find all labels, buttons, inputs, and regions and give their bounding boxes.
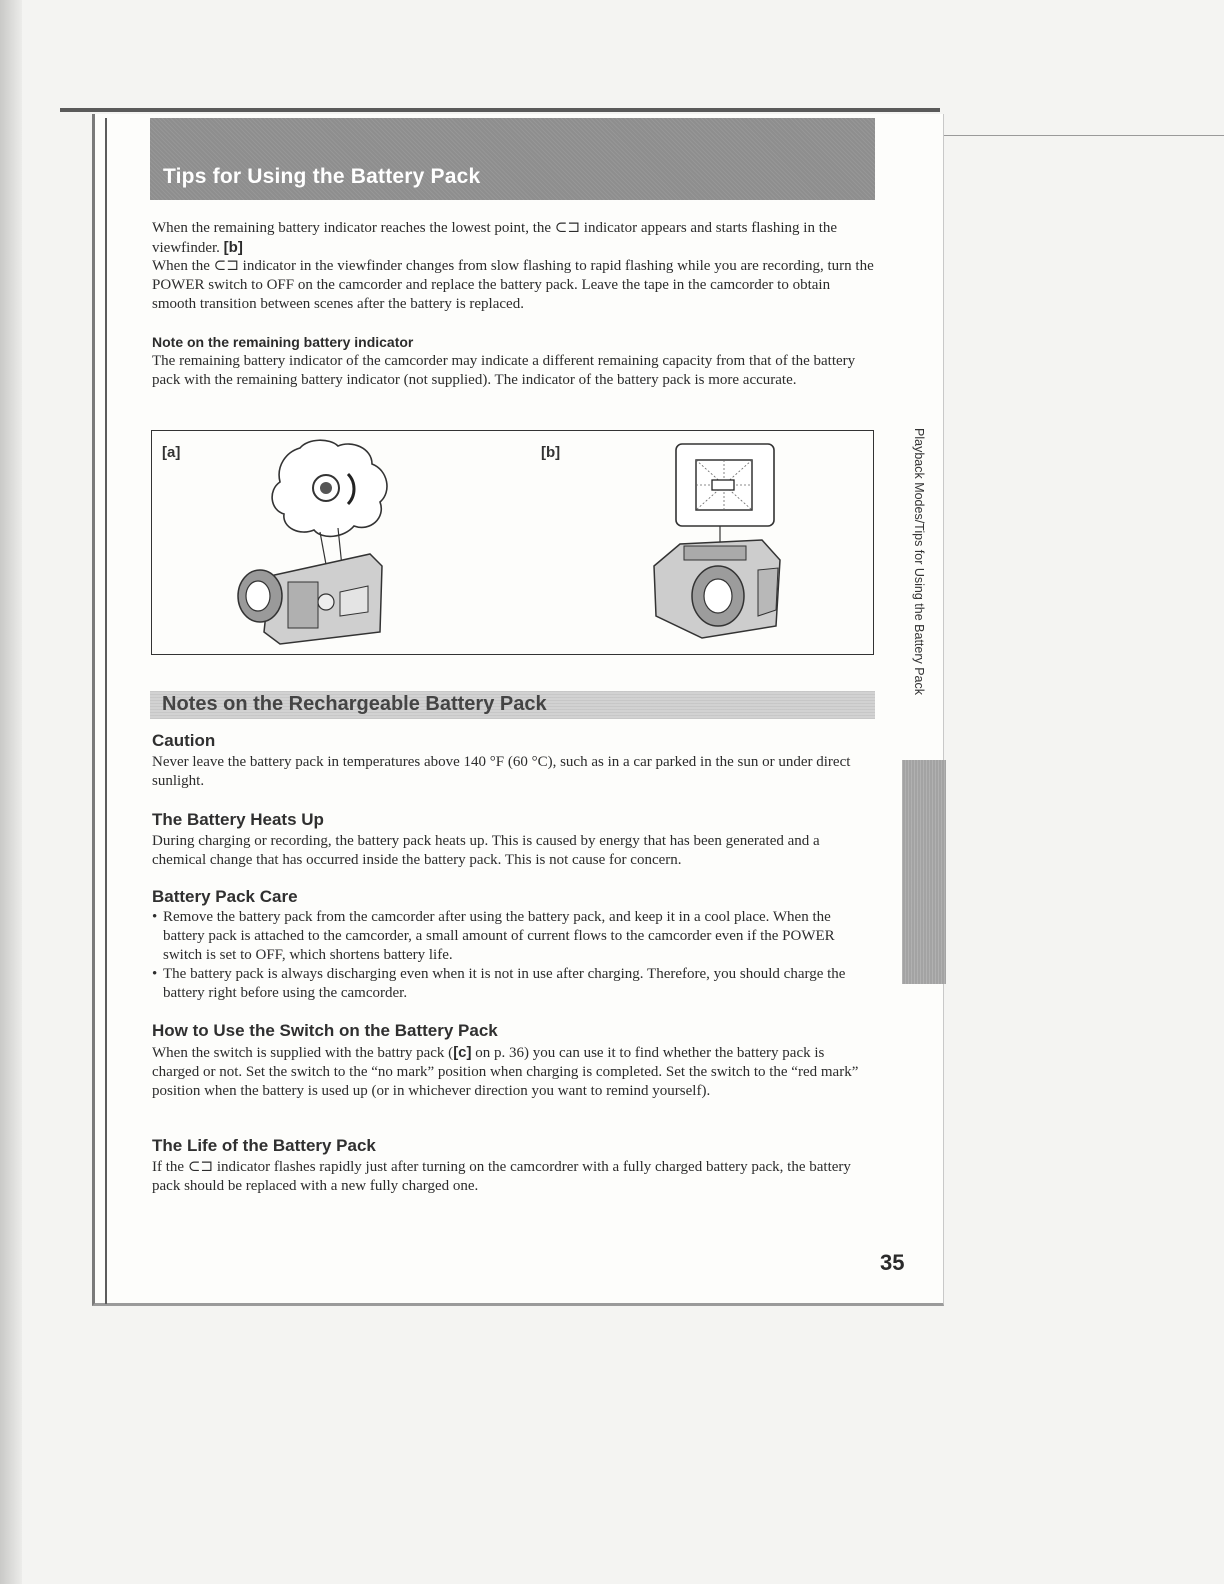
scan-edge-shadow — [0, 0, 22, 1584]
intro-paragraph-1 — [152, 219, 874, 258]
scan-edge-line-right — [940, 135, 1224, 136]
lens-glass — [704, 579, 732, 613]
note-heading: Note on the remaining battery indicator — [152, 334, 414, 350]
figure-label-a: [a] — [162, 444, 181, 461]
power-dial-center — [320, 482, 332, 494]
figure-label-b: [b] — [541, 444, 561, 461]
figure-ref-c: [c] — [453, 1044, 472, 1061]
battery-indicator-icon — [712, 480, 734, 490]
heats-up-text: During charging or recording, the battery pack heats up. This is caused by energy that has been generated and a chemical change that has occurred inside the battery pack. This is not cause for concern. — [152, 833, 820, 868]
page-number: 35 — [880, 1250, 905, 1275]
side-tab-label: Playback Modes/Tips for Using the Battery Pack — [912, 428, 926, 696]
lens-glass — [246, 581, 270, 611]
switch-text-post: on p. 36) you can use it to find whether the battery pack is charged or not. Set the switch to the “no mark” position when charging is completed. Set the switch to the “red mark” position when the battery is used up (or in whichever direction you want to remind yourself). — [152, 1045, 859, 1099]
camcorder-dial — [318, 594, 334, 610]
switch-text-pre: When the switch is supplied with the battry pack ( — [152, 1045, 454, 1061]
camcorder-grip — [758, 568, 778, 616]
camcorder-top-handle — [684, 546, 746, 560]
camcorder-viewfinder-illustration — [640, 440, 790, 646]
intro-text-1: When the remaining battery indicator reaches the lowest point, the ⊂⊐ indicator appears and starts flashing in the viewfinder. — [152, 220, 838, 256]
care-bullet-1 — [152, 908, 874, 965]
notes-section-title: Notes on the Rechargeable Battery Pack — [162, 693, 547, 715]
bullet-dot: • — [152, 966, 158, 982]
caution-text: Never leave the battery pack in temperatures above 140 °F (60 °C), such as in a car parked in the sun or under direct sunlight. — [152, 754, 851, 789]
figure-ref-b: [b] — [223, 239, 243, 256]
care-bullet-2 — [152, 965, 874, 1003]
life-heading: The Life of the Battery Pack — [152, 1136, 376, 1155]
bullet-dot: • — [152, 909, 158, 925]
scan-edge-line — [60, 108, 940, 112]
switch-heading: How to Use the Switch on the Battery Pack — [152, 1021, 498, 1040]
life-text: If the ⊂⊐ indicator flashes rapidly just after turning on the camcordrer with a fully charged battery pack, the battery pack should be replaced with a new fully charged one. — [152, 1159, 851, 1194]
switch-text — [152, 1043, 874, 1101]
heats-up-heading: The Battery Heats Up — [152, 810, 324, 829]
page-binding-line — [105, 118, 107, 1304]
care-bullet-1-text: Remove the battery pack from the camcorder after using the battery pack, and keep it in a cool place. When the battery pack is attached to the camcorder, a small amount of current flows to the camcorder even if the POWER switch is set to OFF, which shortens battery life. — [163, 909, 835, 963]
battery-pack — [288, 582, 318, 628]
note-text: The remaining battery indicator of the camcorder may indicate a different remaining capacity from that of the battery pack with the remaining battery indicator (not supplied). The indicator of the battery pack is more accurate. — [152, 353, 856, 388]
care-heading: Battery Pack Care — [152, 887, 298, 906]
side-tab-marker — [902, 760, 946, 984]
intro-paragraph-2: When the ⊂⊐ indicator in the viewfinder changes from slow flashing to rapid flashing while you are recording, turn the POWER switch to OFF on the camcorder and replace the battery pack. Leave the tape in the camcorder to obtain smooth transition between scenes after the battery is replaced. — [152, 258, 874, 312]
section-title: Tips for Using the Battery Pack — [163, 165, 481, 188]
care-bullet-2-text: The battery pack is always discharging even when it is not in use after charging. Therefore, you should charge the battery right before using the camcorder. — [163, 966, 846, 1001]
camcorder-side-illustration — [230, 436, 405, 650]
caution-heading: Caution — [152, 731, 216, 750]
